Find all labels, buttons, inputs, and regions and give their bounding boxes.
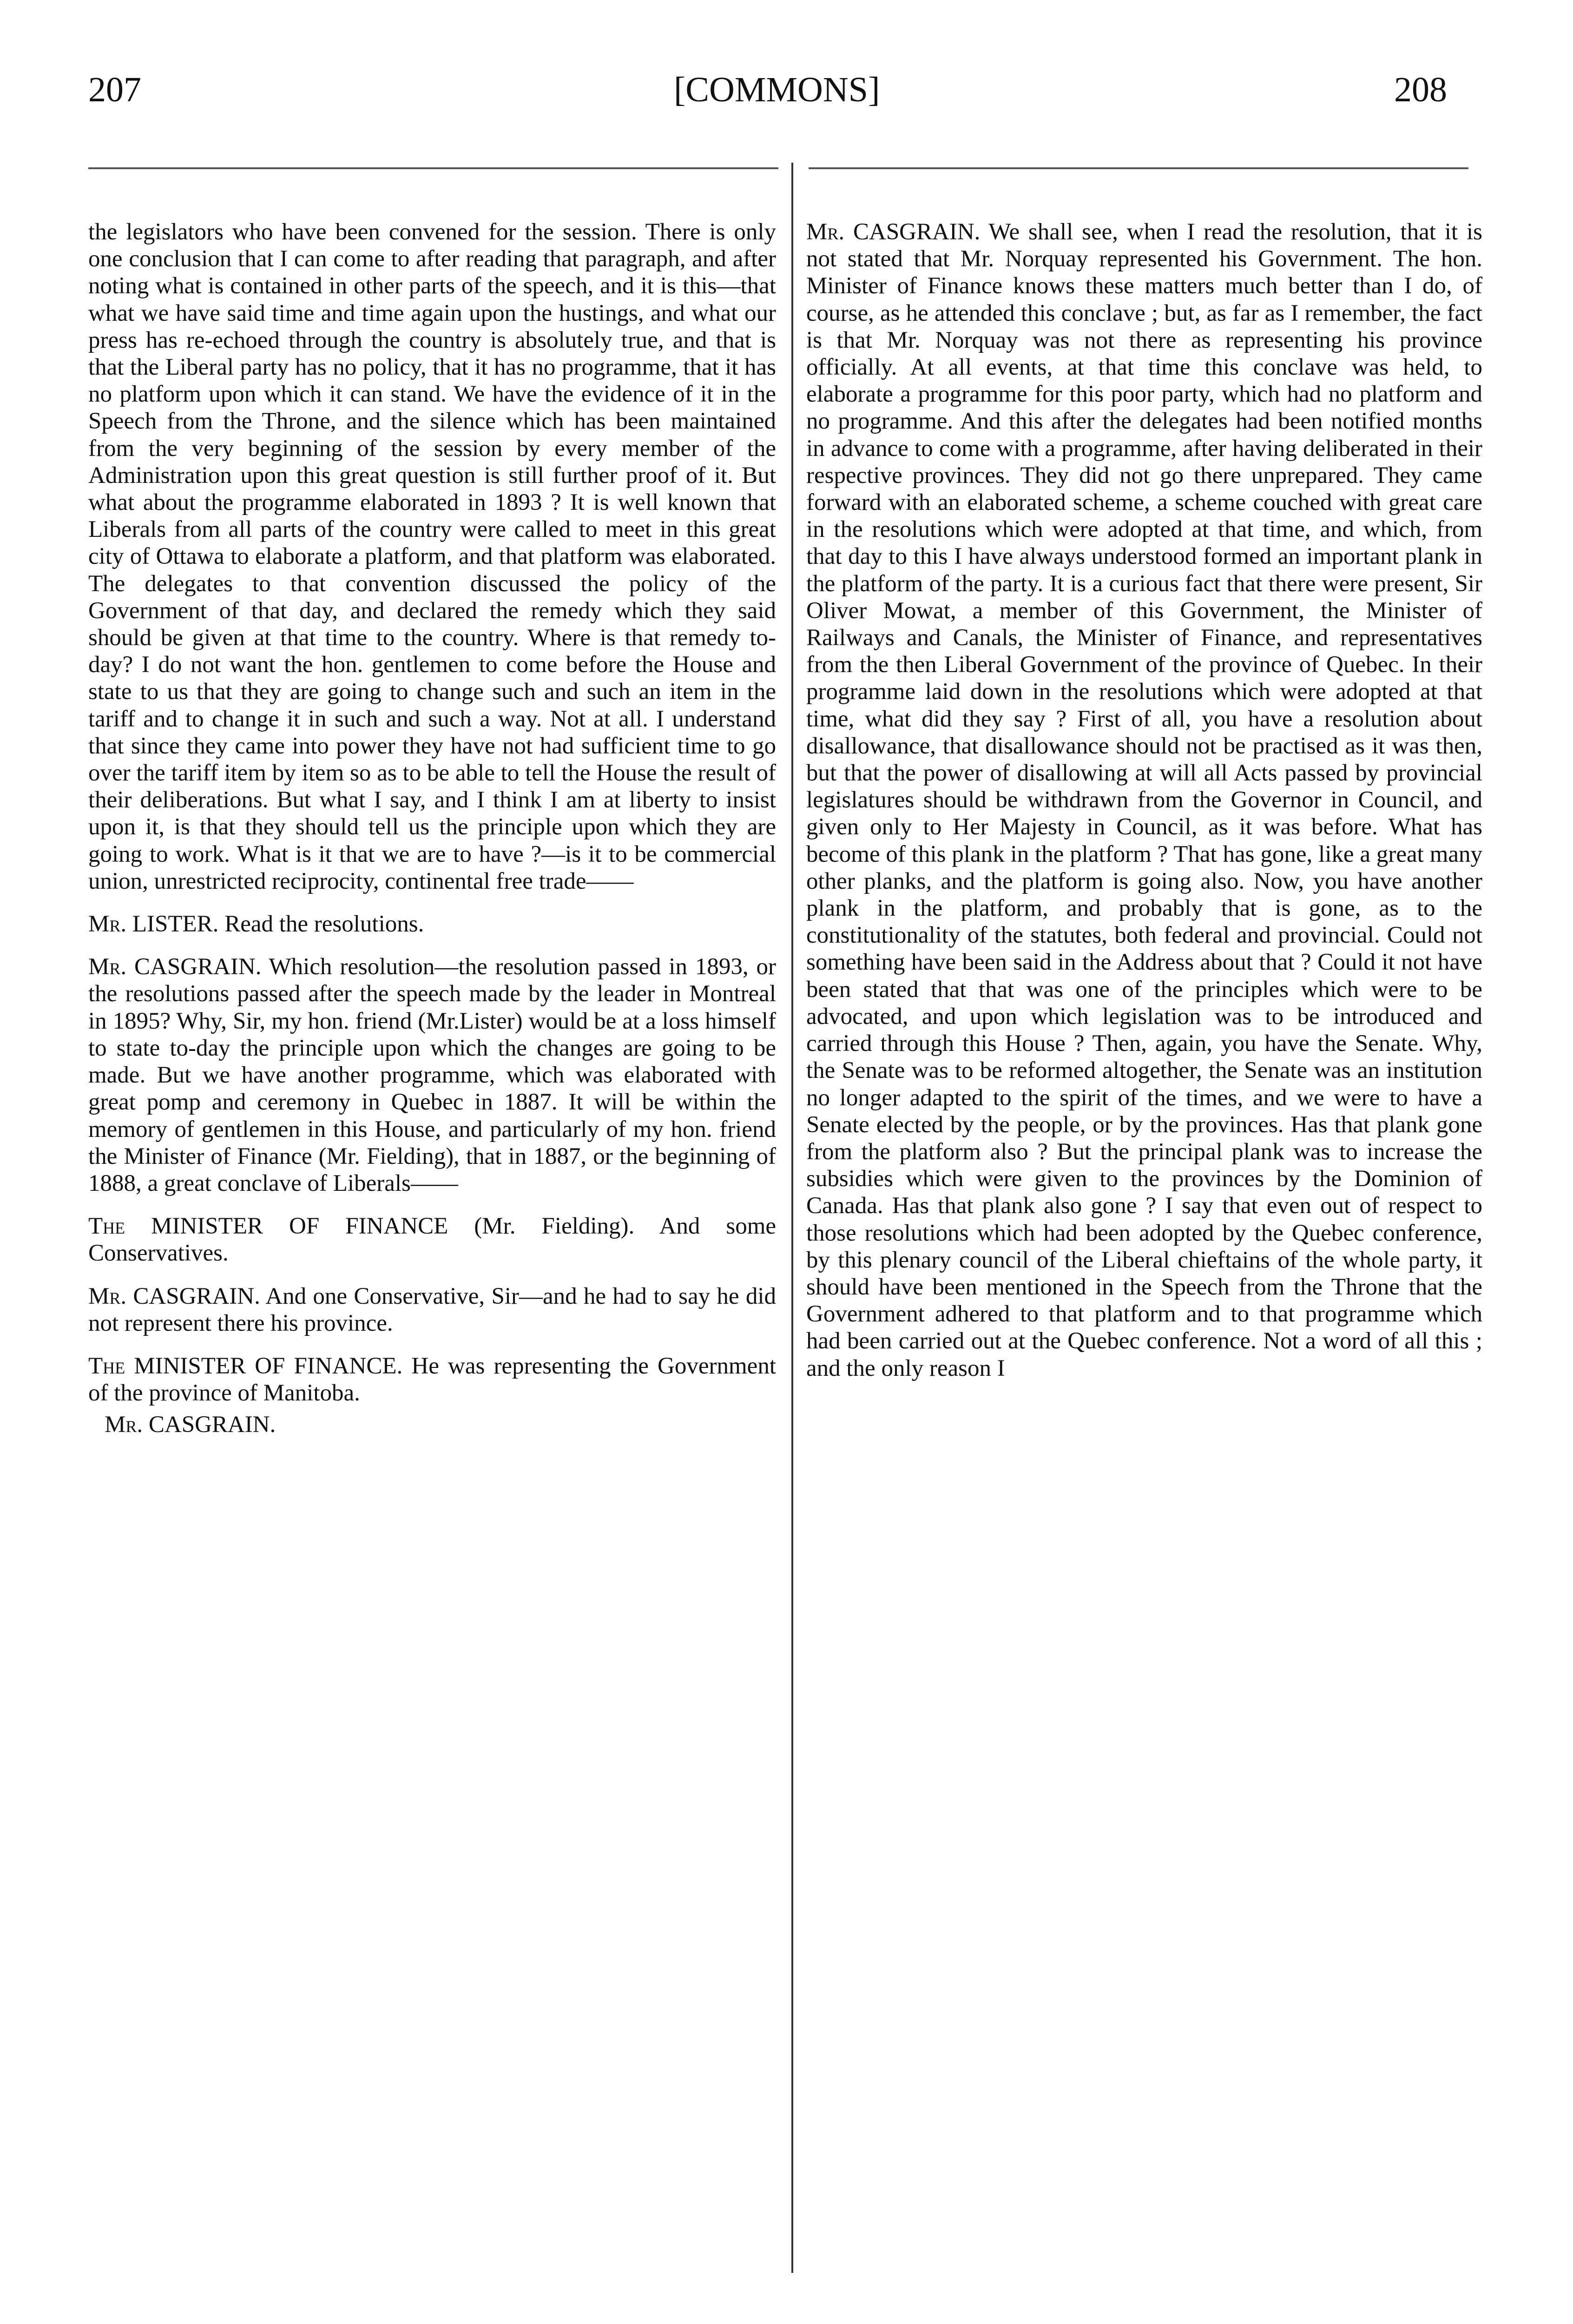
speaker-name: Mr. CASGRAIN. bbox=[88, 954, 262, 980]
speech-paragraph bbox=[88, 911, 776, 938]
speaker-name: Mr. LISTER. bbox=[88, 911, 219, 938]
speaker-name: The MINISTER OF FINANCE bbox=[88, 1213, 448, 1240]
page-number-left: 207 bbox=[88, 70, 141, 109]
header-rule-left bbox=[88, 167, 778, 169]
speech-paragraph bbox=[88, 1213, 776, 1267]
speech-text: And one Conservative, Sir—and he had to say he did not represent there his province. bbox=[88, 1283, 777, 1336]
speech-text: Which resolution—the resolution passed in 1893, or the resolutions passed after the speech made by the leader in Montreal in 1895? Why, Sir, my hon. friend (Mr.Lister) would be at a loss himself to state to-day the principle upon which the changes are going to be made. But we have another programme, which was elaborated with great pomp and ceremony in Quebec in 1887. It will be within the memory of gentlemen in this House, and particularly of my hon. friend the Minister of Finance (Mr. Fielding), that in 1887, or the beginning of 1888, a great conclave of Liberals—— bbox=[88, 954, 777, 1196]
page-number-right: 208 bbox=[1394, 70, 1447, 109]
speaker-name: The MINISTER OF FINANCE. bbox=[88, 1353, 403, 1379]
speaker-name: Mr. CASGRAIN. bbox=[806, 219, 981, 245]
continued-speaker-name: Mr. CASGRAIN. bbox=[105, 1412, 276, 1438]
speech-paragraph bbox=[88, 953, 776, 1197]
paragraph: the legislators who have been convened for the session. There is only one conclusion that I can come to after reading that paragraph, and after noting what is contained in other parts of the speech, and it is this—that what we have said time and time again upon the hustings, and what our press has re-echoed through the country is absolutely true, and that is that the Liberal party has no policy, that it has no programme, that it has no platform upon which it can stand. We have the evidence of it in the Speech from the Throne, and the silence which has been maintained from the very beginning of the session by every member of the Administration upon this great question is still further proof of it. But what about the programme elaborated in 1893 ? It is well known that Liberals from all parts of the country were called to meet in this great city of Ottawa to elaborate a platform, and that platform was elaborated. The delegates to that convention discussed the policy of the Government of that day, and declared the remedy which they said should be given at that time to the country. Where is that remedy to-day? I do not want the hon. gentlemen to come before the House and state to us that they are going to change such and such an item in the tariff and to change it in such and such a way. Not at all. I understand that since they came into power they have not had sufficient time to go over the tariff item by item so as to be able to tell the House the result of their deliberations. But what I say, and I think I am at liberty to insist upon it, is that they should tell us the principle upon which they are going to work. What is it that we are to have ?—is it to be commercial union, unrestricted reciprocity, continental free trade—— bbox=[88, 219, 776, 894]
speech-text: (Mr. Fielding). And some Conservatives. bbox=[88, 1213, 777, 1267]
left-column bbox=[88, 218, 776, 1439]
right-column bbox=[806, 218, 1482, 1382]
speech-text: Read the resolutions. bbox=[224, 911, 424, 938]
page-header bbox=[0, 70, 1573, 130]
header-rule-right bbox=[809, 167, 1468, 169]
speech-text: He was representing the Government of the province of Manitoba. bbox=[88, 1353, 776, 1406]
speech-text: We shall see, when I read the resolution, that it is not stated that Mr. Norquay represented his Government. The hon. Minister of Finance knows these matters much better than I do, of course, as he attended this conclave ; but, as far as I remember, the fact is that Mr. Norquay was not there as representing his province officially. At all events, at that time this conclave was held, to elaborate a programme for this poor party, which had no platform and no programme. And this after the delegates had been notified months in advance to come with a programme, after having deliberated in their respective provinces. They did not go there unprepared. They came forward with an elaborated scheme, a scheme couched with great care in the resolutions which were adopted at that time, and which, from that day to this I have always understood formed an important plank in the platform of the party. It is a curious fact that there were present, Sir Oliver Mowat, a member of this Government, the Minister of Railways and Canals, the Minister of Finance, and representatives from the then Liberal Government of the province of Quebec. In their programme laid down in the resolutions which were adopted at that time, what did they say ? First of all, you have a resolution about disallowance, that disallowance should not be practised as it was then, but that the power of disallowing at will all Acts passed by provincial legislatures should be withdrawn from the Governor in Council, and given only to Her Majesty in Council, as it was before. What has become of this plank in the platform ? That has gone, like a great many other planks, and the platform is going also. Now, you have another plank in the platform, and probably that is gone, as to the constitutionality of the statutes, both federal and provincial. Could not something have been said in the Address about that ? Could it not have been stated that that was one of the principles which were to be advocated, and upon which legislation was to be introduced and carried through this House ? Then, again, you have the Senate. Why, the Senate was to be reformed altogether, the Senate was an institution no longer adapted to the spirit of the times, and we were to have a Senate elected by the people, or by the provinces. Has that plank gone from the platform also ? But the principal plank was to increase the subsidies which were given to the provinces by the Dominion of Canada. Has that plank also gone ? I say that even out of respect to those resolutions which had been adopted by the Quebec conference, by this plenary council of the Liberal chieftains of the whole party, it should have been mentioned in the Speech from the Throne that the Government adhered to that platform and to that programme which had been carried out at the Quebec conference. Not a word of all this ; and the only reason I bbox=[806, 219, 1482, 1381]
column-divider bbox=[791, 163, 793, 2273]
speech-paragraph bbox=[88, 1283, 776, 1337]
running-title: [COMMONS] bbox=[674, 70, 880, 109]
speech-paragraph bbox=[88, 1353, 776, 1406]
speech-paragraph bbox=[806, 218, 1482, 1382]
speaker-name: Mr. CASGRAIN. bbox=[88, 1283, 260, 1309]
